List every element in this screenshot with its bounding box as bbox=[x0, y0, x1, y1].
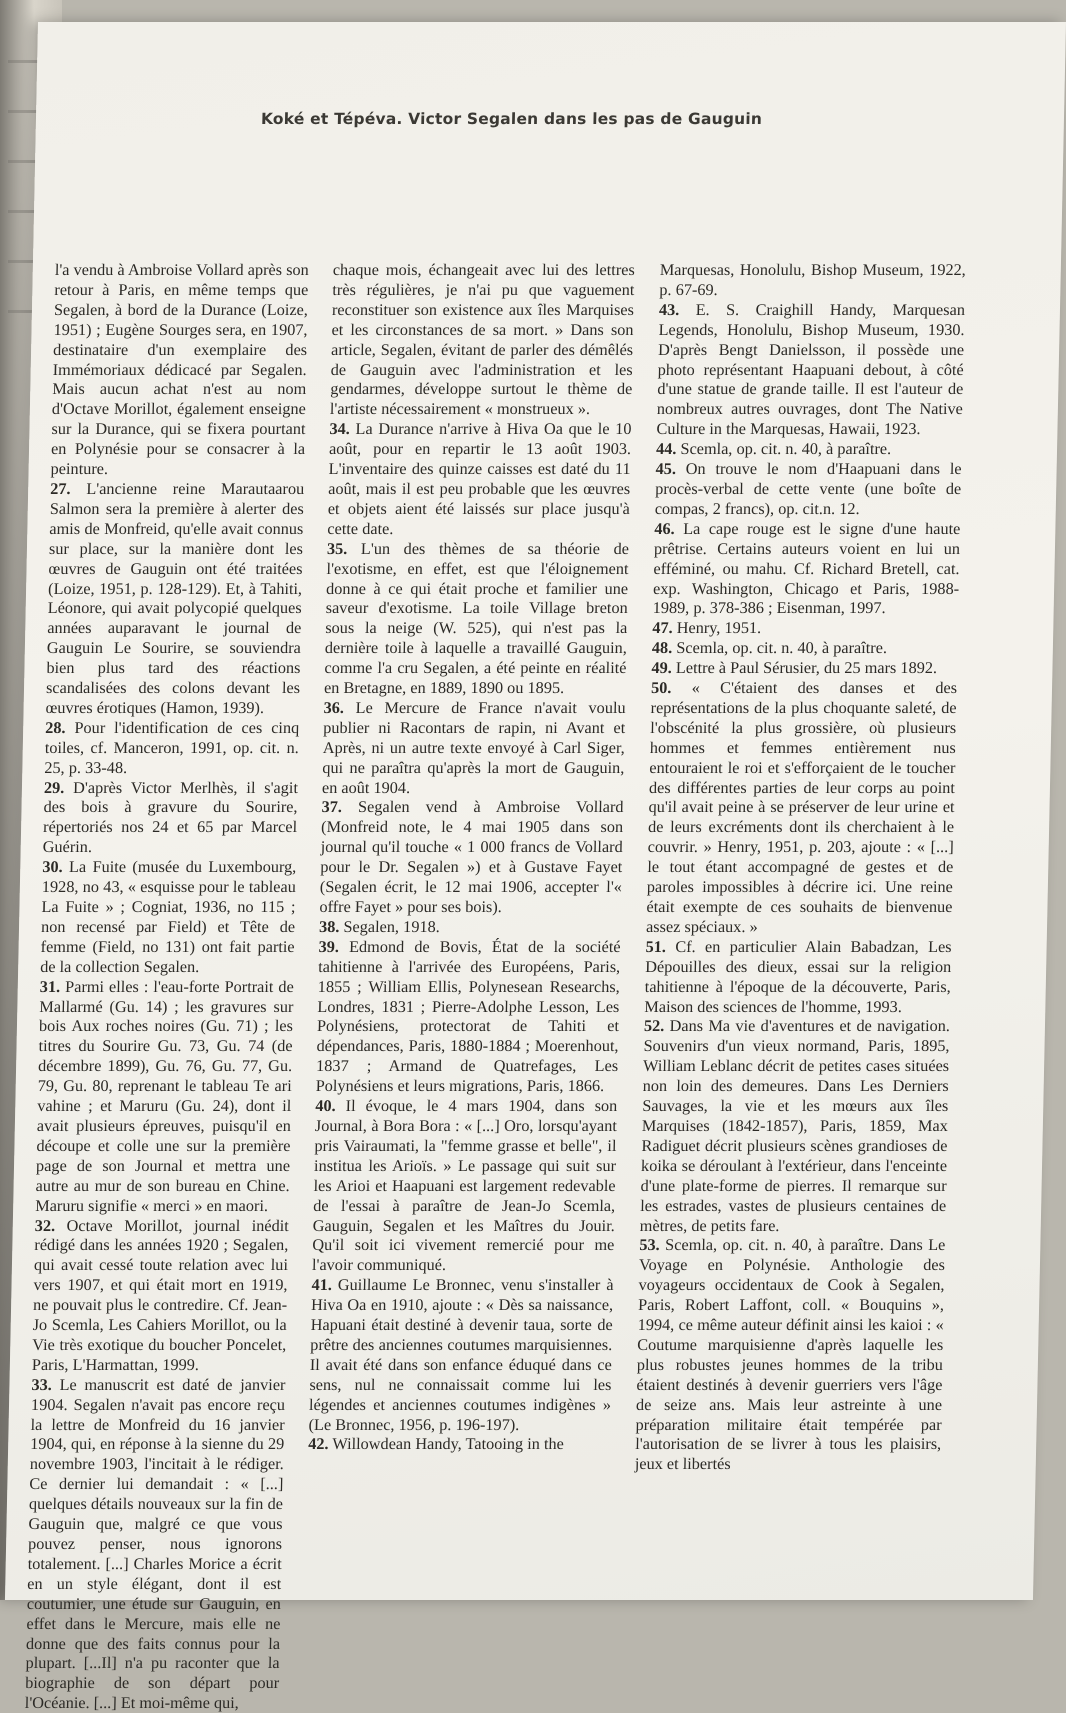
footnote bbox=[32, 1216, 289, 1375]
footnote bbox=[324, 539, 629, 698]
footnote-text: L'un des thèmes de sa théorie de l'exotisme, en effet, est que l'éloignement donne à ce qui était proche et familier une saveur d'exotisme. La toile Village breton sous la neige (W. 525), qui n'est pas la dernière toile à laquelle a travaillé Gauguin, comme l'a cru Segalen, a été peinte en réalité en Bretagne, en 1889, 1890 ou 1895. bbox=[323, 538, 630, 698]
footnote-text: L'ancienne reine Marautaarou Salmon sera la première à alerter des amis de Monfreid, qu'elle avait connus sur place, sur la manière dont les œuvres de Gauguin ont été traitées (Loize, 1951, p. 128-129). Et, à Tahiti, Léonore, qui avait polycopié quelques années auparavant le journal de Gauguin Le Sourire, se souviendra bien plus tard des réactions scandalisées des colons devant les œuvres érotiques (Hamon, 1939). bbox=[45, 478, 305, 717]
footnote bbox=[40, 857, 297, 976]
footnote-text: Scemla, op. cit. n. 40, à paraître. bbox=[680, 439, 892, 459]
footnote-text: Guillaume Le Bronnec, venu s'installer à Hiva Oa en 1910, ajoute : « Dès sa naissance, Hapuani était destiné à devenir taua, sorte de prêtre des anciennes coutumes marquisiennes. Il avait été dans son enfance éduqué dans ce sens, nul ne connaissait comme lui les légendes et anciennes coutumes indigènes » (Le Bronnec, 1956, p. 196-197). bbox=[308, 1275, 614, 1434]
notes-column-2 bbox=[308, 260, 635, 1454]
footnote-number: 47. bbox=[652, 618, 673, 638]
footnote-text: La Fuite (musée du Luxembourg, 1928, no 43, « esquisse pour le tableau La Fuite » ; Cogniat, 1936, no 115 ; non recensé par Field) et Tête de femme (Field, no 131) ont fait partie de la collection Segalen. bbox=[40, 857, 297, 976]
footnote-text: Le manuscrit est daté de janvier 1904. Segalen n'avait pas encore reçu la lettre de Monfreid du 16 janvier 1904, qui, en réponse à la sienne du 29 novembre 1903, l'incitait à le rédiger. Ce dernier lui demandait : « [...] quelques détails nouveaux sur la fin de Gauguin que, malgré ce que vous pouvez penser, nous ignorons totalement. [...] Charles Morice a écrit en un style élégant, dont il est coutumier, une étude sur Gauguin, en effet dans le Mercure, mais elle ne donne que des faits connus pour la plupart. [...Il] n'a pu raconter que la biographie de son départ pour l'Océanie. [...] Et moi-même qui, bbox=[24, 1374, 286, 1713]
footnote-text: l'a vendu à Ambroise Vollard après son retour à Paris, en même temps que Segalen, à bord de la Durance (Loize, 1951) ; Eugène Sourges sera, en 1907, destinataire d'un exemplaire des Immémoriaux dédicacé par Segalen. Mais aucun achat n'est au nom d'Octave Morillot, également enseigne sur la Durance, qui se fixera pourtant en Polynésie pour se consacrer à la peinture. bbox=[50, 260, 310, 479]
footnote-number: 51. bbox=[645, 936, 667, 956]
footnote-text: Octave Morillot, journal inédit rédigé dans les années 1920 ; Segalen, qui avait cessé toute relation avec lui vers 1907, et qui était mort en 1919, ne pouvait plus le contredire. Cf. Jean-Jo Scemla, Les Cahiers Morillot, ou la Vie très exotique du boucher Poncelet, Paris, L'Harmattan, 1999. bbox=[31, 1215, 289, 1374]
footnote-number: 50. bbox=[650, 678, 672, 698]
footnote-number: 40. bbox=[315, 1096, 336, 1116]
footnote-number: 37. bbox=[321, 797, 343, 817]
footnote-text: Il évoque, le 4 mars 1904, dans son Journal, à Bora Bora : « [...] Oro, lorsqu'ayant pris Vairaumati, la "femme grasse et belle", il institua les Arioïs. » Le passage qui suit sur les Arioi et Haapuani est largement redevable de l'essai à paraître de Jean-Jo Scemla, Gauguin, Segalen et les Maîtres du Jouir. Qu'il soit ici vivement remercié pour me l'avoir communiqué. bbox=[311, 1096, 618, 1275]
notes-column-1 bbox=[25, 260, 309, 1713]
footnote bbox=[652, 618, 958, 638]
footnote bbox=[327, 419, 632, 538]
footnote-number: 34. bbox=[329, 419, 351, 439]
footnote-number: 41. bbox=[311, 1275, 333, 1295]
footnote-text: Segalen, 1918. bbox=[343, 916, 441, 936]
footnote bbox=[330, 260, 635, 419]
footnote-number: 29. bbox=[43, 777, 65, 797]
footnote-number: 27. bbox=[50, 478, 71, 498]
footnote bbox=[319, 917, 621, 937]
footnote-text: Pour l'identification de ces cinq toiles, cf. Manceron, 1991, op. cit. n. 25, p. 33-48. bbox=[44, 717, 300, 777]
footnote bbox=[635, 1235, 946, 1474]
footnote-number: 49. bbox=[651, 658, 673, 678]
footnote-number: 46. bbox=[654, 518, 675, 538]
footnote-number: 30. bbox=[42, 857, 63, 877]
footnote-number: 43. bbox=[658, 299, 680, 319]
footnote-number: 44. bbox=[655, 439, 677, 459]
footnote-number: 31. bbox=[39, 976, 61, 996]
footnote bbox=[656, 300, 965, 439]
footnote-number: 36. bbox=[323, 697, 345, 717]
footnote bbox=[319, 797, 624, 916]
footnote bbox=[308, 1275, 613, 1434]
footnote bbox=[652, 638, 958, 658]
footnote-number: 33. bbox=[31, 1374, 53, 1394]
running-header: Koké et Tépéva. Victor Segalen dans les pas de Gauguin bbox=[260, 110, 763, 128]
footnote-number: 38. bbox=[318, 916, 340, 936]
footnote-text: Scemla, op. cit. n. 40, à paraître. Dans Le Voyage en Polynésie. Anthologie des voyageurs occidentaux de Cook à Segalen, Paris, Robert Laffont, coll. « Bouquins », 1994, ce même auteur définit ainsi les kaioi : « Coutume marquisienne d'après laquelle les plus robustes jeunes hommes de la tribu étaient destinés à devenir guerriers vers l'âge de seize ans. Mais leur astreinte à une préparation militaire était tempérée par l'autorisation de se livrer à tous les plaisirs, jeux et libertés bbox=[634, 1235, 946, 1474]
footnote-number: 32. bbox=[34, 1215, 56, 1235]
footnote-text: La cape rouge est le signe d'une haute prêtrise. Certains auteurs voient en lui un efféminé, ou mahu. Cf. Richard Bretell, cat. exp. Washington, Chicago et Paris, 1988-1989, p. 378-386 ; Eisenman, 1997. bbox=[652, 518, 961, 618]
footnote-number: 39. bbox=[318, 936, 340, 956]
footnote-text: Henry, 1951. bbox=[676, 618, 762, 638]
footnote bbox=[644, 937, 952, 1017]
footnote bbox=[659, 260, 966, 300]
footnote-text: Edmond de Bovis, État de la société tahitienne à l'arrivée des Européens, Paris, 1855 ; William Ellis, Polynesean Researchs, Londres, 1831 ; Pierre-Adolphe Lesson, Les Polynésiens, protectorat de Tahiti et dépendances, Paris, 1880-1884 ; Moerenhout, 1837 ; Armand de Quatrefages, Les Polynésiens et leurs migrations, Paris, 1866. bbox=[315, 936, 621, 1096]
footnote bbox=[646, 678, 957, 937]
notes-column-3 bbox=[635, 260, 966, 1474]
footnote-text: On trouve le nom d'Haapuani dans le procès-verbal de cette vente (une boîte de compas, 2 francs), op. cit.n. 12. bbox=[654, 459, 962, 518]
footnote-text: Scemla, op. cit. n. 40, à paraître. bbox=[676, 638, 888, 658]
footnote-number: 28. bbox=[45, 717, 66, 737]
footnote-text: Cf. en particulier Alain Babadzan, Les Dépouilles des dieux, essai sur la religion tahitienne à l'époque de la découverte, Paris, Maison des sciences de l'homme, 1993. bbox=[644, 936, 952, 1016]
footnote-number: 35. bbox=[326, 538, 348, 558]
footnote-text: chaque mois, échangeait avec lui des lettres très régulières, je n'ai pu que vaguement reconstituer son existence aux îles Marquises et les circonstances de sa mort. » Dans son article, Segalen, évitant de parler des démêlés de Gauguin avec l'administration et les gendarmes, développe surtout le thème de l'artiste nécessairement « monstrueux ». bbox=[329, 260, 636, 419]
footnote bbox=[312, 1096, 618, 1275]
footnote-text: Willowdean Handy, Tatooing in the bbox=[332, 1434, 565, 1454]
footnote bbox=[45, 479, 304, 718]
footnote bbox=[308, 1434, 610, 1454]
footnote bbox=[655, 459, 962, 519]
book-page bbox=[5, 22, 1066, 1713]
footnote-number: 45. bbox=[655, 459, 677, 479]
footnote-text: Marquesas, Honolulu, Bishop Museum, 1922, p. 67-69. bbox=[659, 260, 967, 299]
footnote bbox=[50, 260, 309, 479]
footnote-text: D'après Victor Merlhès, il s'agit des bois à gravure du Sourire, répertoriés nos 24 et 65 par Marcel Guérin. bbox=[42, 777, 299, 857]
footnote-text: Segalen vend à Ambroise Vollard (Monfreid note, le 4 mai 1905 dans son journal qu'il touche « 1 000 francs de Vollard pour le Dr. Segalen ») et à Gustave Fayet (Segalen écrit, le 12 mai 1906, accepter l'« offre Fayet » pour ses bois). bbox=[319, 797, 624, 916]
footnote bbox=[651, 658, 957, 678]
footnote-text: Le Mercure de France n'avait voulu publier ni Racontars de rapin, ni Avant et Après, ni un autre texte envoyé à Carl Siger, qui ne paraîtra qu'après la mort de Gauguin, en août 1904. bbox=[321, 697, 626, 797]
footnote-text: Dans Ma vie d'aventures et de navigation. Souvenirs d'un vieux normand, Paris, 1895, William Leblanc décrit de petites cases situées non loin des demeures. Dans Les Derniers Sauvages, la vie et les mœurs aux îles Marquises (1842-1857), Paris, 1859, Max Radiguet décrit plusieurs scènes grandioses de koika se déroulant à l'extérieur, dans l'enceinte d'une plate-forme de pierres. Il remarque sur les estrades, vastes de plusieurs centaines de mètres, de petits fare. bbox=[639, 1016, 951, 1235]
footnote bbox=[656, 439, 962, 459]
footnote bbox=[25, 1375, 286, 1713]
footnote-text: « C'étaient des danses et des représentations de la plus choquante saleté, de l'obscénité la plus grossière, où plusieurs hommes et femmes entièrement nus entouraient le roi et s'efforçaient de le toucher des différentes parties de leur corps au point qu'il avait peine à se préserver de leur urine et de leurs excréments dont ils cherchaient à le couvrir. » Henry, 1951, p. 203, ajoute : « [...] le tout étant accompagné de gestes et de paroles impossibles à décrire ici. Une reine était exempte de ces souhaits de bienvenue assez spéciaux. » bbox=[645, 678, 958, 936]
footnote bbox=[640, 1016, 951, 1235]
footnote-number: 53. bbox=[639, 1235, 660, 1255]
footnote-text: La Durance n'arrive à Hiva Oa que le 10 août, pour en repartir le 13 août 1903. L'inventaire des quinze caisses est daté du 11 août, mais il est peu probable que les œuvres et objets aient été laissés sur place jusqu'à cette date. bbox=[327, 419, 632, 538]
footnote-text: Parmi elles : l'eau-forte Portrait de Mallarmé (Gu. 14) ; les gravures sur bois Aux roches noires (Gu. 71) ; les titres du Sourire Gu. 73, Gu. 74 (de décembre 1899), Gu. 76, Gu. 77, Gu. 79, Gu. 80, reprenant le tableau Te ari vahine ; et Maruru (Gu. 24), dont il avait plusieurs épreuves, puisqu'il en découpe et colle une sur la première page de son Journal et mettra une autre au mur de son bureau en Chine. Maruru signifie « merci » en maori. bbox=[35, 976, 295, 1215]
footnote-number: 52. bbox=[643, 1016, 665, 1036]
footnote-text: Lettre à Paul Sérusier, du 25 mars 1892. bbox=[675, 658, 938, 678]
footnote bbox=[316, 937, 621, 1096]
footnote-text: E. S. Craighill Handy, Marquesan Legends, Honolulu, Bishop Museum, 1930. D'après Bengt Danielsson, il possède une photo représentant Haapuani debout, à côté d'une statue de grande taille. Il est l'auteur de nombreux autres ouvrages, dont The Native Culture in the Marquesas, Hawaii, 1923. bbox=[656, 299, 966, 439]
footnote-number: 48. bbox=[651, 638, 673, 658]
footnote-number: 42. bbox=[308, 1434, 329, 1454]
footnote bbox=[653, 519, 961, 619]
footnote bbox=[322, 698, 626, 798]
footnote bbox=[43, 778, 299, 858]
footnote bbox=[44, 718, 299, 778]
footnote bbox=[35, 977, 294, 1216]
